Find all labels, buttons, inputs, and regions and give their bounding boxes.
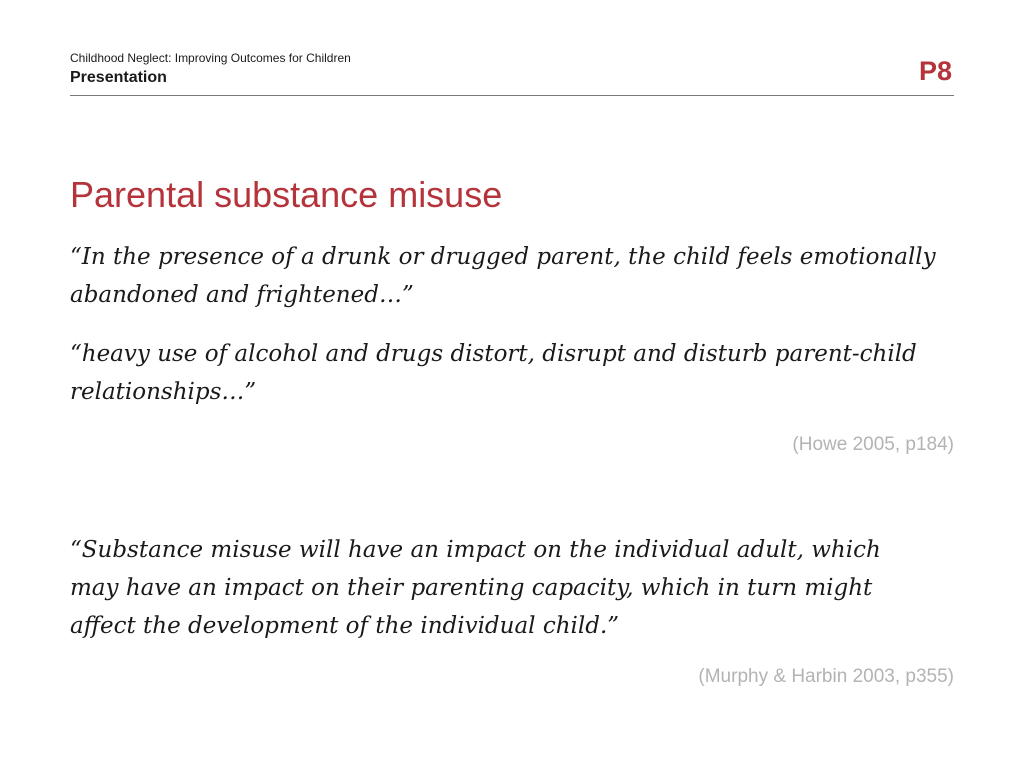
citation-howe: (Howe 2005, p184)	[792, 434, 954, 455]
header-title: Presentation	[70, 69, 167, 86]
quote-substance-misuse: “Substance misuse will have an impact on the individual adult, which may have an impact on their parenting capacity, which in turn might affect the development of the individual child.”	[70, 537, 881, 639]
header-divider	[70, 95, 954, 96]
header-subtitle: Childhood Neglect: Improving Outcomes for Children	[70, 51, 351, 65]
quote-drunk-parent: “In the presence of a drunk or drugged parent, the child feels emotionally abandoned and frightened…”	[70, 244, 936, 308]
quote-heavy-use: “heavy use of alcohol and drugs distort, disrupt and disturb parent-child relationships…”	[70, 341, 917, 405]
slide-heading: Parental substance misuse	[70, 174, 503, 215]
page-number: P8	[918, 56, 952, 86]
citation-murphy-harbin: (Murphy & Harbin 2003, p355)	[698, 666, 954, 687]
